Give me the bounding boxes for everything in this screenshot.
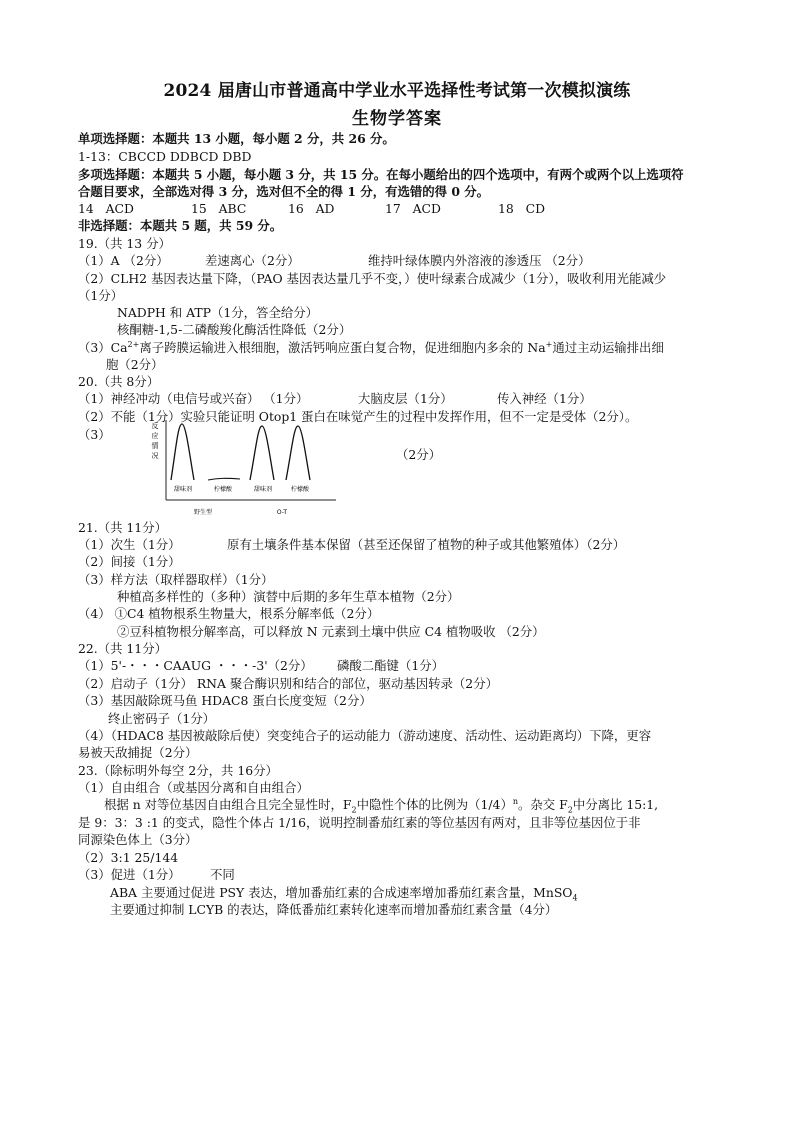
q21-line5: （4） ①C4 植物根系生物量大，根系分解率低（2分） [78,606,380,621]
q20-figure-score: （2分） [396,447,442,462]
single-choice-heading: 单项选择题：本题共 13 小题，每小题 2 分，共 26 分。 [78,131,395,146]
multi-choice-item-14 [78,200,134,217]
q22-line2: （2）启动子（1分） RNA 聚合酶识别和结合的部位，驱动基因转录（2分） [78,676,498,691]
x-label-wildtype-citric-acid: 柠檬酸 [213,486,233,493]
q19-line7: 胞（2分） [106,357,164,372]
x-label-ot-sweetener: 甜味剂 [253,486,273,493]
superscript: + [545,339,553,349]
q20-head: 20.（共 8分） [78,374,160,389]
q20-line3: （3） [78,427,111,442]
q23-line2-part2: 中隐性个体的比例为（1/4） [356,797,513,812]
item-answer: CD [525,201,546,216]
q23-line4: 同源染色体上（3分） [78,832,198,847]
multi-choice-item-17 [385,200,441,217]
curve-ot-citric-acid [286,426,310,480]
q21-line6: ②豆科植物根分解率高，可以释放 N 元素到土壤中供应 C4 植物吸收 （2分） [117,624,545,639]
q21-line1a: （1）次生（1分） [78,537,181,552]
y-label-char: 况 [151,452,159,460]
q21-line4: 种植高多样性的（多种）演替中后期的多年生草本植物（2分） [117,589,460,604]
curve-ot-sweetener [250,426,274,480]
q23-line6a: （3）促进（1分） [78,867,181,882]
item-answer: AD [315,201,335,216]
subscript: 2 [351,805,357,815]
q23-line3: 是 9：3：3 :1 的变式，隐性个体占 1/16，说明控制番茄红素的等位基因有两对，且非等位基因位于非 [78,815,641,830]
q20-line1a: （1）神经冲动（电信号或兴奋） （1分） [78,391,309,406]
q23-line7-part1: ABA 主要通过促进 PSY 表达，增加番茄红素的合成速率增加番茄红素含量，MnSO [110,885,573,900]
q23-line2-part1: 根据 n 对等位基因自由组合且完全显性时，F [104,797,352,812]
item-answer: ABC [218,201,247,216]
page-subtitle: 生物学答案 [352,109,442,129]
item-number: 14 [78,201,94,216]
q23-line1: （1）自由组合（或基因分离和自由组合） [78,780,309,795]
group-label-wildtype: 野生型 [193,509,213,516]
q22-line1a: （1）5'-・・・CAAUG ・・・-3'（2分） [78,658,313,673]
q23-line2-part3: 。杂交 F [518,797,568,812]
q23-line8: 主要通过抑制 LCYB 的表达，降低番茄红素转化速率而增加番茄红素含量（4分） [110,902,558,917]
q21-head: 21.（共 11分） [78,520,167,535]
superscript: 2+ [127,339,140,349]
q22-head: 22.（共 11分） [78,641,167,656]
y-label-char: 应 [151,432,159,440]
superscript: n [512,796,518,806]
item-answer: ACD [412,201,441,216]
multi-choice-item-15 [191,200,246,217]
q19-line5: 核酮糖-1,5-二磷酸羧化酶活性降低（2分） [117,322,352,337]
q19-line3: （1分） [78,288,124,303]
q19-line6-part3: 通过主动运输排出细 [552,340,664,355]
q19-line2: （2）CLH2 基因表达量下降，（PAO 基因表达量几乎不变，）使叶绿素合成减少（1分），吸收利用光能减少 [78,271,667,286]
q22-line5: （4）（HDAC8 基因被敲除后使）突变纯合子的运动能力（游动速度、活动性、运动距离均）下降，更容 [78,728,652,743]
q23-line6b: 不同 [210,867,235,882]
q21-line2: （2）间接（1分） [78,554,181,569]
q20-line2: （2）不能（1分）实验只能证明 Otop1 蛋白在味觉产生的过程中发挥作用，但不一定是受体（2分）。 [78,409,638,424]
item-number: 18 [498,201,514,216]
single-choice-answers: 1-13：CBCCD DDBCD DBD [78,149,252,164]
q20-line1c: 传入神经（1分） [497,391,592,406]
subscript: 4 [572,893,578,903]
q19-line1b: 差速离心（2分） [205,253,300,268]
x-label-wildtype-sweetener: 甜味剂 [173,486,193,493]
q21-line3: （3）样方法（取样器取样）（1分） [78,572,274,587]
q19-head: 19.（共 13 分） [78,236,171,251]
q21-line1b: 原有土壤条件基本保留（甚至还保留了植物的种子或其他繁殖体）（2分） [227,537,626,552]
q20-line1b: 大脑皮层（1分） [358,391,453,406]
q23-line7 [110,884,578,901]
multi-choice-heading-line2: 合题目要求，全部选对得 3 分，选对但不全的得 1 分，有选错的得 0 分。 [78,184,490,199]
curve-wildtype-sweetener [171,424,194,480]
item-number: 17 [385,201,401,216]
q19-line1a: （1）A （2分） [78,253,169,268]
subscript: 2 [567,805,573,815]
q22-line4: 终止密码子（1分） [108,711,216,726]
q22-line3: （3）基因敲除斑马鱼 HDAC8 蛋白长度变短（2分） [78,693,372,708]
q19-line6-part1: （3）Ca [78,340,128,355]
x-label-ot-citric-acid: 柠檬酸 [290,486,310,493]
q19-line6-part2: 离子跨膜运输进入根细胞，激活钙响应蛋白复合物，促进细胞内多余的 Na [139,340,546,355]
q23-head: 23.（除标明外每空 2分，共 16分） [78,763,278,778]
q23-line2-part4: 中分离比 15:1, [572,797,659,812]
page-title: 2024 届唐山市普通高中学业水平选择性考试第一次模拟演练 [163,81,631,101]
q22-line6: 易被天敌捕捉（2分） [78,745,198,760]
non-choice-heading: 非选择题：本题共 5 题，共 59 分。 [78,218,283,233]
q23-line5: （2）3:1 25/144 [78,850,179,865]
q19-line6 [78,339,664,356]
y-label-char: 反 [151,422,159,430]
y-label-char: 情 [151,442,159,450]
response-curve-figure [146,418,346,518]
curve-wildtype-citric-acid [208,478,240,480]
item-number: 16 [288,201,304,216]
item-answer: ACD [105,201,134,216]
q19-line4: NADPH 和 ATP（1分，答全给分） [117,305,319,320]
multi-choice-item-18 [498,200,545,217]
q19-line1c: 维持叶绿体膜内外溶液的渗透压 （2分） [368,253,591,268]
multi-choice-item-16 [288,200,335,217]
q23-line2 [104,796,658,813]
multi-choice-heading-line1: 多项选择题：本题共 5 小题，每小题 3 分，共 15 分。在每小题给出的四个选项中，有两个或两个以上选项符 [78,167,684,182]
group-label-ot: O-T [276,509,288,516]
item-number: 15 [191,201,207,216]
q22-line1b: 磷酸二酯键（1分） [337,658,445,673]
